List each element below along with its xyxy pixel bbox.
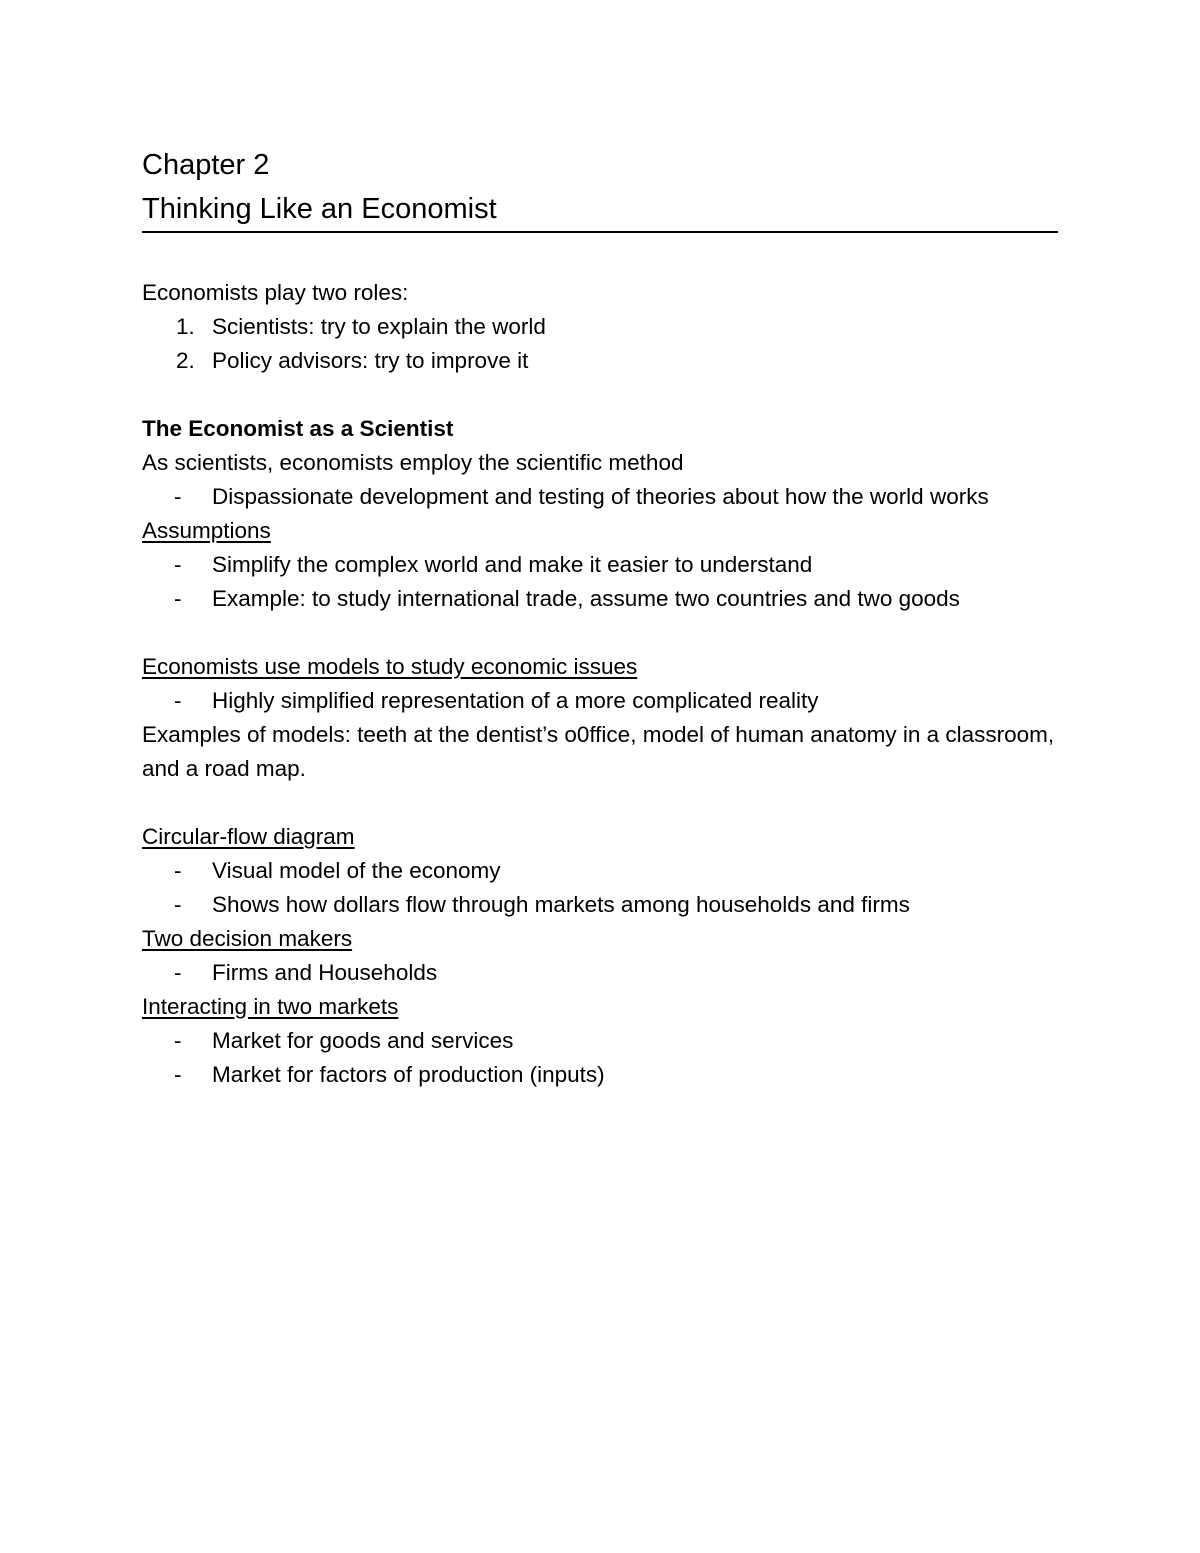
- bullet-text: Visual model of the economy: [212, 858, 501, 883]
- section-heading-models: Economists use models to study economic issues: [142, 654, 638, 679]
- bullet-item: [142, 684, 1082, 718]
- bullet-item: [142, 1058, 1082, 1092]
- bullet-item: [142, 582, 1082, 616]
- numbered-item: [142, 344, 1082, 378]
- bullet-dash: -: [174, 960, 182, 985]
- bullet-item: [142, 480, 1082, 514]
- bullet-text: Shows how dollars flow through markets among households and firms: [212, 892, 910, 917]
- spacer: [142, 786, 1082, 820]
- bullet-text: Simplify the complex world and make it easier to understand: [212, 552, 813, 577]
- bullet-text: Firms and Households: [212, 960, 438, 985]
- bullet-item: [142, 854, 1082, 888]
- models-examples: Examples of models: teeth at the dentist’s o0ffice, model of human anatomy in a classroom, and a road map.: [142, 722, 1055, 781]
- bullet-dash: -: [174, 688, 182, 713]
- bullet-item: [142, 956, 1082, 990]
- bullet-dash: -: [174, 552, 182, 577]
- spacer: [142, 378, 1082, 412]
- bullet-dash: -: [174, 892, 182, 917]
- bullet-dash: -: [174, 1028, 182, 1053]
- bullet-text: Market for factors of production (inputs): [212, 1062, 605, 1087]
- numbered-item: [142, 310, 1082, 344]
- intro-lead: Economists play two roles:: [142, 280, 409, 305]
- section-heading-scientist: The Economist as a Scientist: [142, 416, 454, 441]
- item-number: 2.: [176, 348, 195, 373]
- section-lead: As scientists, economists employ the scientific method: [142, 450, 684, 475]
- bullet-item: [142, 1024, 1082, 1058]
- title-block: [142, 143, 1058, 233]
- document-body: [142, 276, 1082, 1092]
- item-text: Policy advisors: try to improve it: [212, 348, 529, 373]
- section-heading-decision-makers: Two decision makers: [142, 926, 353, 951]
- bullet-text: Example: to study international trade, assume two countries and two goods: [212, 586, 960, 611]
- section-heading-assumptions: Assumptions: [142, 518, 271, 543]
- title-divider: [142, 231, 1058, 233]
- chapter-label: Chapter 2: [142, 149, 270, 181]
- bullet-text: Market for goods and services: [212, 1028, 514, 1053]
- section-heading-markets: Interacting in two markets: [142, 994, 399, 1019]
- bullet-dash: -: [174, 484, 182, 509]
- bullet-text: Dispassionate development and testing of theories about how the world works: [212, 484, 989, 509]
- bullet-text: Highly simplified representation of a more complicated reality: [212, 688, 819, 713]
- page-title: Thinking Like an Economist: [142, 193, 497, 225]
- bullet-dash: -: [174, 1062, 182, 1087]
- bullet-item: [142, 888, 1082, 922]
- section-heading-circular-flow: Circular-flow diagram: [142, 824, 355, 849]
- bullet-dash: -: [174, 586, 182, 611]
- spacer: [142, 616, 1082, 650]
- bullet-dash: -: [174, 858, 182, 883]
- item-text: Scientists: try to explain the world: [212, 314, 546, 339]
- item-number: 1.: [176, 314, 195, 339]
- bullet-item: [142, 548, 1082, 582]
